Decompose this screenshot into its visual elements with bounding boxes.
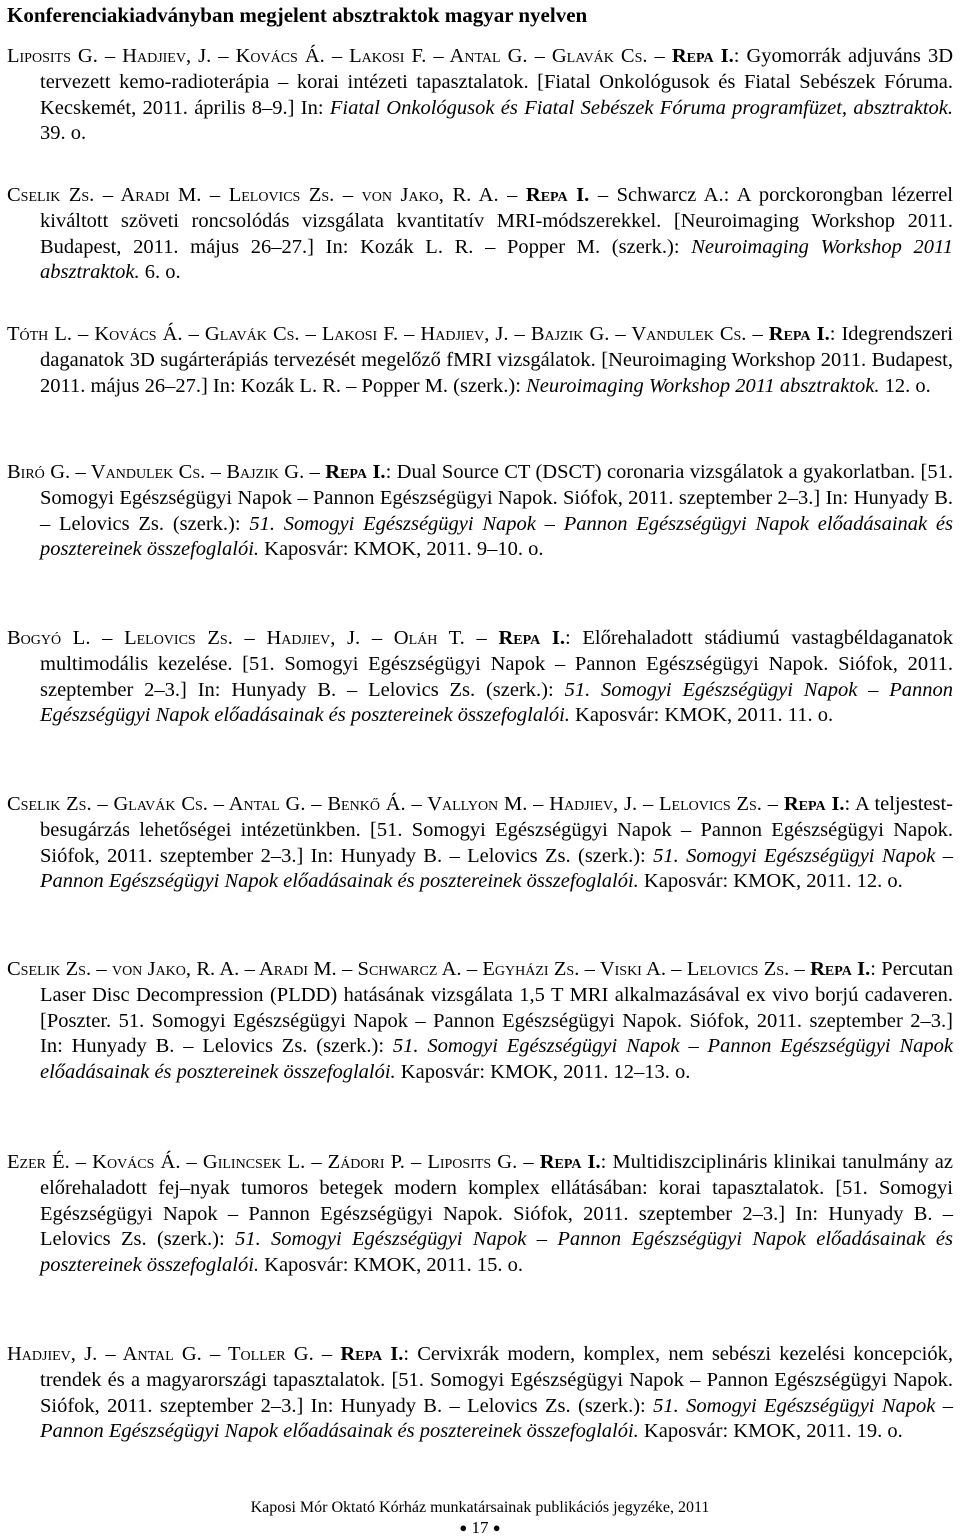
reference-highlight-author: Repa I. — [768, 323, 830, 345]
reference-highlight-author: Repa I. — [539, 1151, 601, 1173]
reference-tail: 39. o. — [40, 122, 87, 145]
reference-italic: 51. Somogyi Egészségügyi Napok – Pannon Egészségügyi Napok előadásainak és posztereinek összefoglalói. — [40, 844, 953, 893]
reference-tail: Kaposvár: KMOK, 2011. 15. o. — [259, 1254, 524, 1277]
reference-highlight-author: Repa I. — [810, 958, 871, 980]
reference-entry — [7, 44, 953, 147]
reference-highlight-author: Repa I. — [783, 793, 845, 815]
reference-italic: 51. Somogyi Egészségügyi Napok – Pannon Egészségügyi Napok előadásainak és posztereinek összefoglalói. — [40, 1035, 953, 1084]
reference-text: : Cervixrák modern, komplex, nem sebészi kezelési koncepciók, trendek és a magyarországi tapasztalatok. [51. Somogyi Egészségügyi Napok – Pannon Egészségügyi Napok. Siófok, 2011. szeptember 2–3.] In: Hunyady B. – Lelovics Zs. (szerk.): — [40, 1343, 954, 1417]
reference-authors: Biró G. – Vandulek Cs. – Bajzik G. – — [7, 461, 320, 483]
reference-tail: Kaposvár: KMOK, 2011. 19. o. — [638, 1420, 903, 1443]
reference-italic: Neuroimaging Workshop 2011 absztraktok. — [526, 374, 880, 397]
reference-highlight-author: Repa I. — [671, 45, 734, 67]
reference-entry — [7, 322, 953, 399]
reference-entry — [7, 626, 953, 729]
bullet-icon: ● — [492, 1520, 501, 1535]
bullet-icon: ● — [459, 1520, 468, 1535]
reference-text: : Előrehaladott stádiumú vastagbéldaganatok multimodális kezelése. [51. Somogyi Egészségügyi Napok – Pannon Egészségügyi Napok. Siófok, 2011. szeptember 2–3.] In: Hunyady B. – Lelovics Zs. (szerk.): — [40, 627, 954, 701]
page-footer: Kaposi Mór Oktató Kórház munkatársainak publikációs jegyzéke, 2011 — [250, 1499, 710, 1516]
page-number-value: 17 — [471, 1518, 489, 1537]
reference-tail: 12. o. — [879, 374, 931, 397]
reference-tail: 6. o. — [139, 261, 181, 284]
reference-entry — [7, 1342, 953, 1445]
reference-entry — [7, 957, 953, 1086]
reference-text: : Gyomorrák adjuváns 3D tervezett kemo-radioterápia – korai intézeti tapasztalatok. [Fiatal Onkológusok és Fiatal Sebészek Fóruma. Kecskemét, 2011. április 8–9.] In: — [40, 45, 953, 119]
reference-italic: 51. Somogyi Egészségügyi Napok – Pannon Egészségügyi Napok előadásainak és posztereinek összefoglalói. — [40, 1228, 953, 1277]
reference-highlight-author: Repa I. — [325, 461, 386, 483]
reference-entry — [7, 792, 953, 895]
reference-highlight-author: Repa I. — [525, 184, 590, 206]
reference-text: : Multidiszciplináris klinikai tanulmány az előrehaladott fej–nyak tumoros betegek modern komplex ellátásában: korai tapasztalatok. [51. Somogyi Egészségügyi Napok – Pannon Egészségügyi Napok. Siófok, 2011. szeptember 2–3.] In: Hunyady B. – Lelovics Zs. (szerk.): — [40, 1151, 953, 1251]
page-number — [7, 1518, 953, 1538]
reference-italic: Fiatal Onkológusok és Fiatal Sebészek Fóruma programfüzet, absztraktok. — [329, 96, 953, 119]
reference-italic: 51. Somogyi Egészségügyi Napok – Pannon Egészségügyi Napok előadásainak és posztereinek összefoglalói. — [40, 512, 953, 561]
reference-text: : Idegrendszeri daganatok 3D sugárterápiás tervezését megelőző fMRI vizsgálatok. [Neuroimaging Workshop 2011. Budapest, 2011. május 26–27.] In: Kozák L. R. – Popper M. (szerk.): — [40, 323, 953, 397]
reference-authors: Ezer É. – Kovács Á. – Gilincsek L. – Zádori P. – Liposits G. – — [7, 1151, 534, 1173]
reference-italic: 51. Somogyi Egészségügyi Napok – Pannon Egészségügyi Napok előadásainak és posztereinek összefoglalói. — [40, 678, 953, 727]
reference-entry — [7, 460, 953, 563]
reference-italic: 51. Somogyi Egészségügyi Napok – Pannon Egészségügyi Napok előadásainak és posztereinek összefoglalói. — [40, 1394, 953, 1443]
reference-tail: Kaposvár: KMOK, 2011. 9–10. o. — [259, 538, 544, 561]
reference-authors: Cselik Zs. – Aradi M. – Lelovics Zs. – von Jako, R. A. – — [7, 184, 518, 206]
reference-text: : Percutan Laser Disc Decompression (PLDD) hatásának vizsgálata 1,5 T MRI alkalmazásával ex vivo borjú cadaveren. [Poszter. 51. Somogyi Egészségügyi Napok – Pannon Egészségügyi Napok. Siófok, 2011. szeptember 2–3.] In: Hunyady B. – Lelovics Zs. (szerk.): — [40, 958, 954, 1058]
reference-authors: Cselik Zs. – Glavák Cs. – Antal G. – Benkő Á. – Vallyon M. – Hadjiev, J. – Lelovics Zs. – — [7, 793, 778, 815]
reference-authors: Hadjiev, J. – Antal G. – Toller G. – — [7, 1343, 333, 1365]
reference-entry — [7, 1150, 953, 1279]
reference-tail: Kaposvár: KMOK, 2011. 11. o. — [569, 704, 834, 727]
reference-authors: Cselik Zs. – von Jako, R. A. – Aradi M. – Schwarcz A. – Egyházi Zs. – Viski A. – Lelovics Zs. – — [7, 958, 805, 980]
reference-highlight-author: Repa I. — [340, 1343, 404, 1365]
reference-authors: Bogyó L. – Lelovics Zs. – Hadjiev, J. – Oláh T. – — [7, 627, 487, 649]
reference-text: : A teljestest-besugárzás lehetőségei intézetünkben. [51. Somogyi Egészségügyi Napok – Pannon Egészségügyi Napok. Siófok, 2011. szeptember 2–3.] In: Hunyady B. – Lelovics Zs. (szerk.): — [40, 793, 954, 867]
reference-tail: Kaposvár: KMOK, 2011. 12–13. o. — [395, 1061, 691, 1084]
reference-tail: Kaposvár: KMOK, 2011. 12. o. — [638, 870, 903, 893]
section-heading: Konferenciakiadványban megjelent absztraktok magyar nyelven — [7, 3, 588, 27]
reference-highlight-author: Repa I. — [498, 627, 565, 649]
reference-authors: Liposits G. – Hadjiev, J. – Kovács Á. – Lakosi F. – Antal G. – Glavák Cs. – — [7, 45, 665, 67]
reference-text: – Schwarcz A.: A porckorongban lézerrel kiváltott szöveti roncsolódás vizsgálata kvantitatív MRI-módszerekkel. [Neuroimaging Workshop 2011. Budapest, 2011. május 26–27.] In: Kozák L. R. – Popper M. (szerk.): — [40, 184, 953, 258]
reference-authors: Tóth L. – Kovács Á. – Glavák Cs. – Lakosi F. – Hadjiev, J. – Bajzik G. – Vandulek Cs. – — [7, 323, 763, 345]
reference-italic: Neuroimaging Workshop 2011 absztraktok. — [40, 235, 953, 284]
reference-entry — [7, 183, 953, 286]
reference-text: : Dual Source CT (DSCT) coronaria vizsgálatok a gyakorlatban. [51. Somogyi Egészségügyi Napok – Pannon Egészségügyi Napok. Siófok, 2011. szeptember 2–3.] In: Hunyady B. – Lelovics Zs. (szerk.): — [40, 461, 954, 535]
